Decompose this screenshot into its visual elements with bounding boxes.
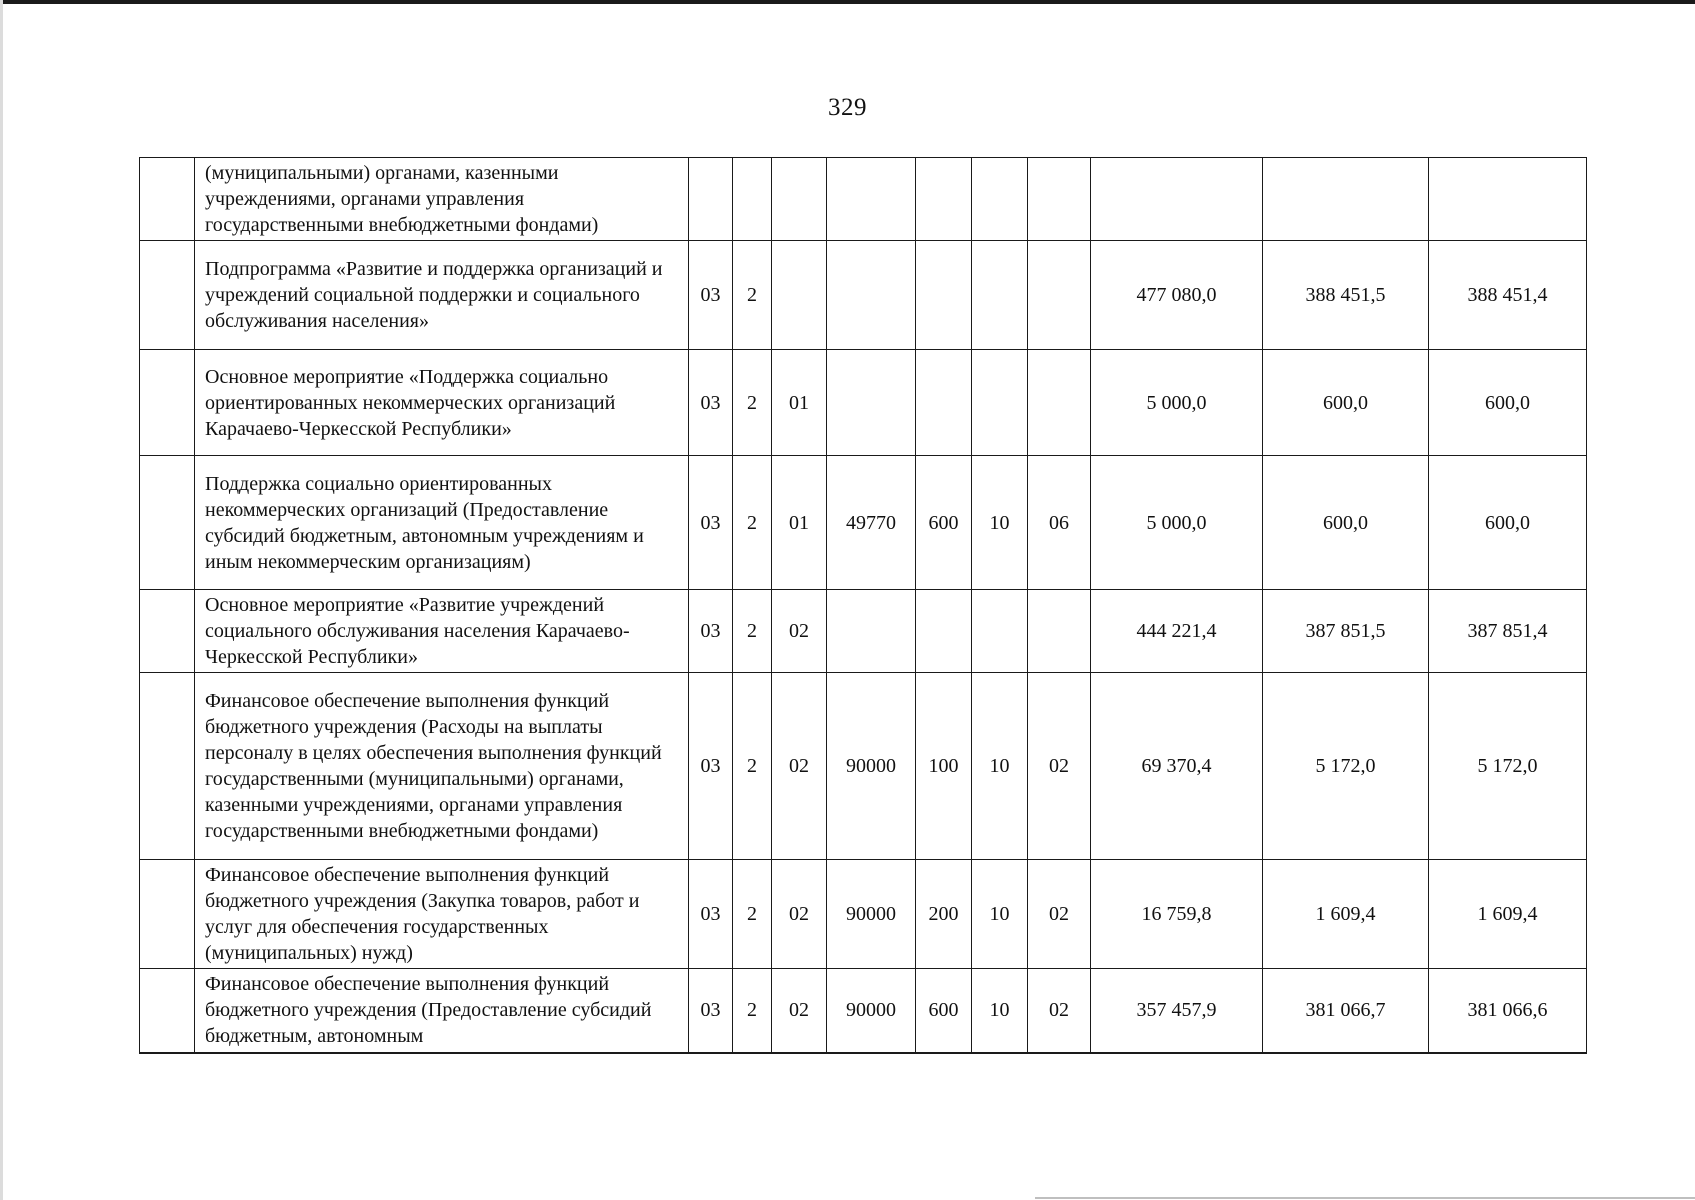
amount-cell: 5 000,0: [1091, 456, 1263, 590]
amount-cell: 69 370,4: [1091, 673, 1263, 860]
scan-top-edge: [0, 0, 1695, 4]
row-index-cell: [140, 860, 195, 969]
code-cell: 2: [733, 969, 772, 1053]
code-cell: 02: [772, 860, 827, 969]
row-description: Основное мероприятие «Поддержка социально ориентированных некоммерческих организаций Карачаево-Черкесской Республики»: [195, 350, 689, 456]
code-cell: 2: [733, 350, 772, 456]
amount-cell: 357 457,9: [1091, 969, 1263, 1053]
budget-table: [139, 157, 1587, 1054]
row-description: Основное мероприятие «Развитие учреждений социального обслуживания населения Карачаево-Черкесской Республики»: [195, 590, 689, 673]
code-cell: [1028, 350, 1091, 456]
table-row: [140, 673, 1587, 860]
row-description: Поддержка социально ориентированных некоммерческих организаций (Предоставление субсидий бюджетным, автономным учреждениям и иным некоммерческим организациям): [195, 456, 689, 590]
code-cell: [916, 590, 972, 673]
code-cell: 2: [733, 860, 772, 969]
row-index-cell: [140, 590, 195, 673]
amount-cell: 387 851,4: [1429, 590, 1587, 673]
table-row: [140, 456, 1587, 590]
code-cell: 2: [733, 456, 772, 590]
code-cell: 03: [689, 673, 733, 860]
code-cell: [827, 241, 916, 350]
code-cell: [827, 590, 916, 673]
code-cell: [733, 158, 772, 241]
code-cell: [916, 241, 972, 350]
code-cell: [916, 158, 972, 241]
row-description: Финансовое обеспечение выполнения функций бюджетного учреждения (Расходы на выплаты персоналу в целях обеспечения выполнения функций государственными (муниципальными) органами, казенными учреждениями, органами управления государственными внебюджетными фондами): [195, 673, 689, 860]
code-cell: 600: [916, 456, 972, 590]
row-index-cell: [140, 350, 195, 456]
code-cell: 03: [689, 969, 733, 1053]
code-cell: [1028, 241, 1091, 350]
code-cell: [972, 158, 1028, 241]
page-number: 329: [828, 94, 867, 121]
amount-cell: 381 066,7: [1263, 969, 1429, 1053]
code-cell: 01: [772, 350, 827, 456]
amount-cell: 1 609,4: [1263, 860, 1429, 969]
amount-cell: 5 172,0: [1429, 673, 1587, 860]
table-row: [140, 860, 1587, 969]
row-description: Финансовое обеспечение выполнения функций бюджетного учреждения (Предоставление субсидий бюджетным, автономным: [195, 969, 689, 1053]
code-cell: 02: [772, 590, 827, 673]
code-cell: 10: [972, 969, 1028, 1053]
code-cell: [1028, 158, 1091, 241]
row-index-cell: [140, 241, 195, 350]
code-cell: [972, 590, 1028, 673]
code-cell: 02: [772, 673, 827, 860]
row-index-cell: [140, 969, 195, 1053]
code-cell: [1028, 590, 1091, 673]
code-cell: [689, 158, 733, 241]
row-description: Подпрограмма «Развитие и поддержка организаций и учреждений социальной поддержки и социального обслуживания населения»: [195, 241, 689, 350]
amount-cell: 600,0: [1263, 456, 1429, 590]
amount-cell: 600,0: [1263, 350, 1429, 456]
code-cell: [772, 158, 827, 241]
row-index-cell: [140, 673, 195, 860]
amount-cell: 387 851,5: [1263, 590, 1429, 673]
code-cell: 03: [689, 860, 733, 969]
code-cell: 02: [772, 969, 827, 1053]
code-cell: 2: [733, 590, 772, 673]
table-row: [140, 158, 1587, 241]
amount-cell: 388 451,5: [1263, 241, 1429, 350]
amount-cell: [1429, 158, 1587, 241]
code-cell: 02: [1028, 969, 1091, 1053]
code-cell: 600: [916, 969, 972, 1053]
code-cell: 02: [1028, 860, 1091, 969]
amount-cell: 444 221,4: [1091, 590, 1263, 673]
code-cell: 03: [689, 350, 733, 456]
row-description: Финансовое обеспечение выполнения функций бюджетного учреждения (Закупка товаров, работ и услуг для обеспечения государственных (муниципальных) нужд): [195, 860, 689, 969]
code-cell: 02: [1028, 673, 1091, 860]
code-cell: 06: [1028, 456, 1091, 590]
code-cell: [772, 241, 827, 350]
table-body: [140, 158, 1587, 1053]
code-cell: 03: [689, 590, 733, 673]
scan-bottom-line: [1035, 1197, 1695, 1199]
code-cell: 03: [689, 241, 733, 350]
code-cell: 100: [916, 673, 972, 860]
table-row: [140, 590, 1587, 673]
scan-left-edge: [0, 0, 3, 1200]
code-cell: 90000: [827, 969, 916, 1053]
row-index-cell: [140, 456, 195, 590]
code-cell: 90000: [827, 860, 916, 969]
code-cell: [972, 350, 1028, 456]
amount-cell: 600,0: [1429, 456, 1587, 590]
row-index-cell: [140, 158, 195, 241]
table-row: [140, 969, 1587, 1053]
amount-cell: 388 451,4: [1429, 241, 1587, 350]
amount-cell: 477 080,0: [1091, 241, 1263, 350]
code-cell: 10: [972, 860, 1028, 969]
amount-cell: 1 609,4: [1429, 860, 1587, 969]
code-cell: 90000: [827, 673, 916, 860]
amount-cell: 600,0: [1429, 350, 1587, 456]
code-cell: 10: [972, 673, 1028, 860]
amount-cell: [1263, 158, 1429, 241]
code-cell: 03: [689, 456, 733, 590]
amount-cell: 16 759,8: [1091, 860, 1263, 969]
code-cell: 200: [916, 860, 972, 969]
code-cell: 01: [772, 456, 827, 590]
table-row: [140, 350, 1587, 456]
code-cell: [972, 241, 1028, 350]
amount-cell: 5 000,0: [1091, 350, 1263, 456]
amount-cell: [1091, 158, 1263, 241]
code-cell: [916, 350, 972, 456]
code-cell: 2: [733, 241, 772, 350]
code-cell: [827, 158, 916, 241]
amount-cell: 5 172,0: [1263, 673, 1429, 860]
code-cell: [827, 350, 916, 456]
code-cell: 10: [972, 456, 1028, 590]
code-cell: 49770: [827, 456, 916, 590]
table-row: [140, 241, 1587, 350]
row-description: (муниципальными) органами, казенными учреждениями, органами управления государственными внебюджетными фондами): [195, 158, 689, 241]
amount-cell: 381 066,6: [1429, 969, 1587, 1053]
code-cell: 2: [733, 673, 772, 860]
